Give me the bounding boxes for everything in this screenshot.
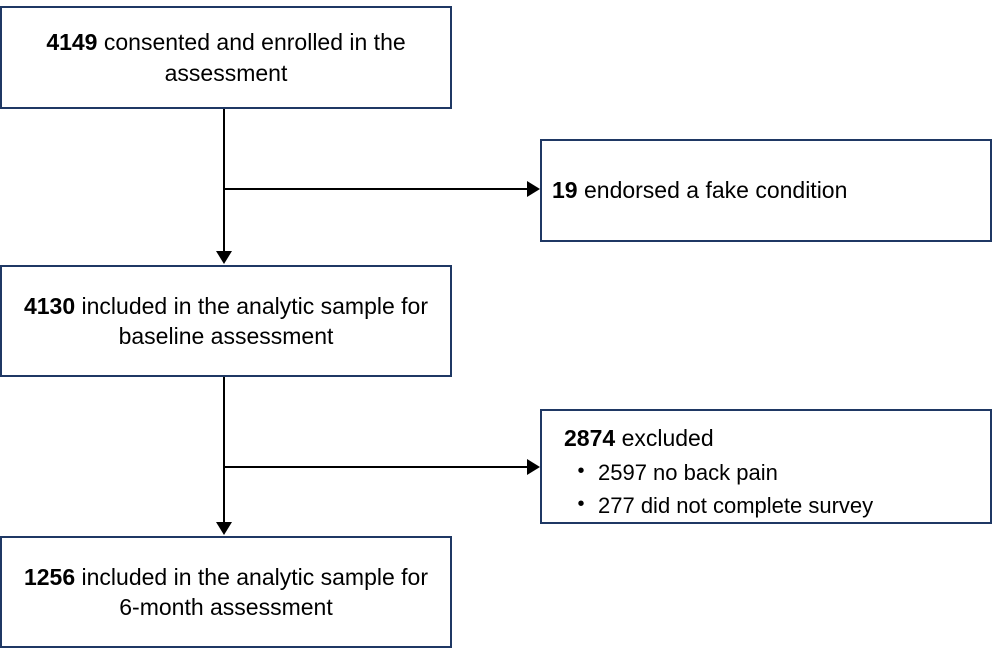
list-item — [564, 458, 980, 487]
node-six-month-text — [12, 562, 440, 623]
node-enrolled-label: consented and enrolled in the assessment — [103, 29, 406, 86]
list-item — [564, 491, 980, 520]
arrowhead-fake-condition — [527, 181, 540, 197]
node-baseline-number: 4130 — [23, 292, 76, 319]
node-excluded-number: 2874 — [564, 425, 616, 451]
arrowhead-six-month — [216, 522, 232, 535]
node-six-month-label: included in the analytic sample for 6-month assessment — [81, 563, 429, 620]
node-baseline — [0, 265, 452, 377]
node-enrolled-number: 4149 — [46, 29, 98, 56]
node-six-month-number: 1256 — [23, 563, 76, 590]
node-fake-condition-text — [552, 175, 980, 205]
node-enrolled-text — [12, 27, 440, 88]
node-excluded-text — [564, 423, 980, 520]
connector-to-fake-condition — [223, 188, 528, 190]
node-fake-condition-number: 19 — [552, 177, 578, 204]
node-six-month — [0, 536, 452, 648]
node-enrolled — [0, 6, 452, 109]
connector-enrolled-to-baseline — [223, 109, 225, 253]
node-excluded-label: excluded — [621, 425, 714, 451]
node-excluded — [540, 409, 992, 524]
connector-to-excluded — [223, 466, 528, 468]
arrowhead-excluded — [527, 459, 540, 475]
bullet-marker-icon: • — [577, 459, 585, 482]
node-fake-condition — [540, 139, 992, 242]
node-baseline-text — [12, 291, 440, 352]
bullet-marker-icon: • — [577, 492, 585, 515]
arrowhead-baseline — [216, 251, 232, 264]
node-excluded-bullet-2: 277 did not complete survey — [598, 492, 874, 518]
node-excluded-bullets — [564, 458, 980, 520]
node-baseline-label: included in the analytic sample for baseline assessment — [81, 292, 429, 349]
node-excluded-bullet-1: 2597 no back pain — [598, 459, 778, 485]
node-fake-condition-label: endorsed a fake condition — [583, 177, 848, 204]
connector-baseline-to-six-month — [223, 377, 225, 524]
node-excluded-title — [564, 425, 714, 451]
